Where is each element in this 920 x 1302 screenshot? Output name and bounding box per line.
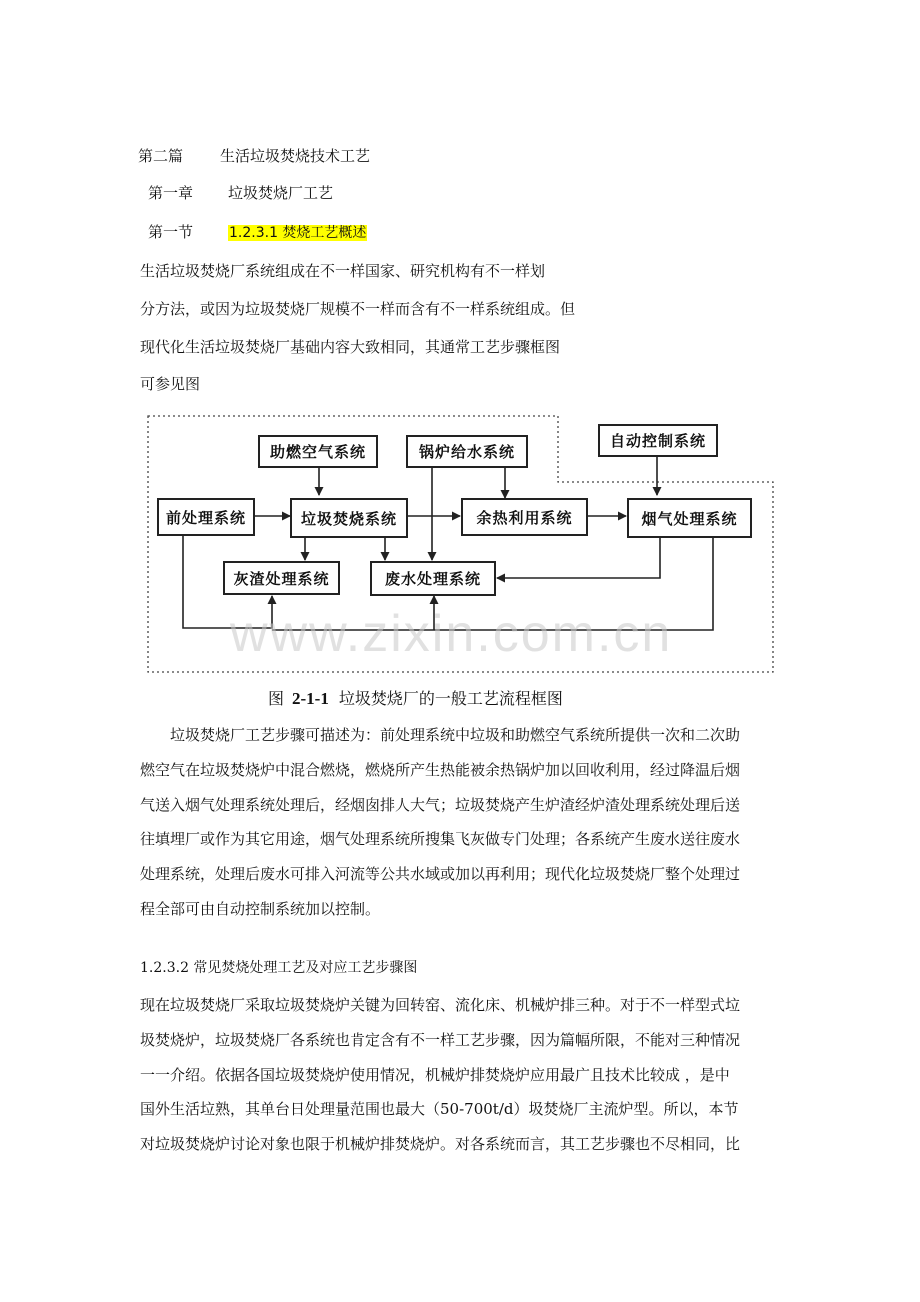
paragraph-line: 气送入烟气处理系统处理后，经烟囱排人大气；垃圾焚烧产生炉渣经炉渣处理系统处理后送 [140,795,741,814]
box-heat-recovery-system: 余热利用系统 [461,498,588,536]
paragraph-line: 现在垃圾焚烧厂采取垃圾焚烧炉关键为回转窑、流化床、机械炉排三种。对于不一样型式垃 [140,996,741,1014]
box-incineration-system: 垃圾焚烧系统 [290,498,408,538]
box-boiler-feedwater-system: 锅炉给水系统 [406,435,528,468]
box-auto-control-system: 自动控制系统 [598,424,718,457]
paragraph-line: 垃圾焚烧厂工艺步骤可描述为：前处理系统中垃圾和助燃空气系统所提供一次和二次助 [170,726,741,744]
box-flue-gas-treatment-system: 烟气处理系统 [627,498,752,538]
box-pretreatment-system: 前处理系统 [157,498,255,536]
paragraph-line: 燃空气在垃圾焚烧炉中混合燃烧，燃烧所产生热能被余热锅炉加以回收利用，经过降温后烟 [140,760,741,779]
box-ash-treatment-system: 灰渣处理系统 [223,561,340,595]
caption-title: 垃圾焚烧厂的一般工艺流程框图 [338,689,563,708]
part-number: 第二篇 [138,147,184,165]
box-combustion-air-system: 助燃空气系统 [258,435,378,468]
paragraph-line: 国外生活垃熟，其单台日处理量范围也最大（50-700t/d）圾焚烧厂主流炉型。所以，本节 [140,1100,739,1119]
paragraph-incineration-processes [140,988,782,1162]
paragraph-line: 对垃圾焚烧炉讨论对象也限于机械炉排焚烧炉。对各系统而言，其工艺步骤也不尽相同，比 [140,1135,741,1154]
paragraph-line: 一一介绍。依据各国垃圾焚烧炉使用情况，机械炉排焚烧炉应用最广且技术比较成 ，是中 [140,1065,730,1084]
subheading: 1.2.3.2 常见焚烧处理工艺及对应工艺步骤图 [140,960,418,976]
paragraph-line: 往填埋厂或作为其它用途，烟气处理系统所搜集飞灰做专门处理；各系统产生废水送往废水 [140,830,741,849]
paragraph-line: 圾焚烧炉，垃圾焚烧厂各系统也肯定含有不一样工艺步骤，因为篇幅所限，不能对三种情况 [140,1030,741,1049]
intro-line: 生活垃圾焚烧厂系统组成在不一样国家、研究机构有不一样划 [140,262,546,280]
figure-caption [268,686,563,709]
box-wastewater-treatment-system: 废水处理系统 [370,561,496,596]
intro-line: 分方法，或因为垃圾焚烧厂规模不一样而含有不一样系统组成。但 [140,300,576,318]
paragraph-line: 处理系统，处理后废水可排入河流等公共水域或加以再利用；现代化垃圾焚烧厂整个处理过 [140,865,741,884]
paragraph-line: 程全部可由自动控制系统加以控制。 [140,899,381,918]
intro-line: 现代化生活垃圾焚烧厂基础内容大致相同，其通常工艺步骤框图 [140,338,561,356]
paragraph-process-description [140,718,782,927]
section-number: 第一节 [148,223,194,241]
highlighted-section-title: 1.2.3.1 焚烧工艺概述 [229,225,367,241]
part-title: 生活垃圾焚烧技术工艺 [220,147,371,165]
caption-figure-number: 2-1-1 [292,689,329,708]
intro-line: 可参见图 [140,375,201,393]
watermark: www.zixin.com.cn [230,605,673,663]
caption-prefix: 图 [268,689,285,708]
chapter-number: 第一章 [148,184,194,202]
section-title [228,222,367,243]
chapter-title: 垃圾焚烧厂工艺 [228,184,334,202]
